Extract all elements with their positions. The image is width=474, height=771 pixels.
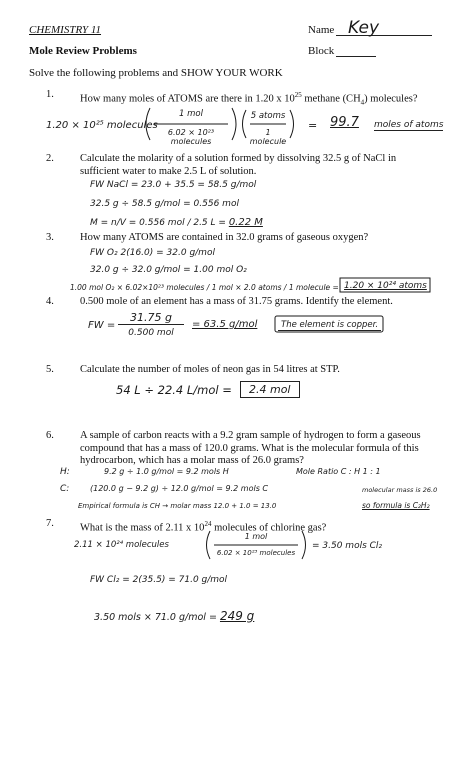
q1-answer: 99.7 [330,115,359,130]
q3-line1: FW O₂ 2(16.0) = 32.0 g/mol [90,248,215,258]
q4-fw: FW = [88,320,116,331]
q4-numerator: 31.75 g [118,311,184,325]
q4-text: 0.500 mole of an element has a mass of 31.75 grams. Identify the element. [80,296,393,307]
name-label: Name [308,24,335,36]
q5-answer: 2.4 mol [240,381,300,398]
q7-fw: FW Cl₂ = 2(35.5) = 71.0 g/mol [90,575,228,585]
q1-bracket-1-left [146,108,150,140]
block-label: Block [308,45,335,57]
instructions: Solve the following problems and SHOW YOUR WORK [29,67,283,79]
q7-result: = 3.50 mols Cl₂ [312,541,383,551]
q6-text: A sample of carbon reacts with a 9.2 gram sample of hydrogen to form a gaseous compound that has a mass of 120.0 grams. What is the molecular formula of this hydrocarbon, which has a molar mass of 26.0 grams? [80,430,421,466]
q7-bracket-left [207,531,211,559]
q4-element: The element is copper. [278,320,381,331]
q2-number: 2. [46,153,54,164]
q7-frac-num: 1 mol [244,532,268,541]
q6-c-line: (120.0 g − 9.2 g) ÷ 12.0 g/mol = 9.2 mols C [90,484,268,493]
q3-answer-box [340,278,430,292]
q3-answer: 1.20 × 10²⁴ atoms [344,281,427,291]
q1-equals: = [308,119,318,132]
q2-line2: 32.5 g ÷ 58.5 g/mol = 0.556 mol [90,199,239,209]
q3-line3: 1.00 mol O₂ × 6.02×10²³ molecules / 1 mol × 2.0 atoms / 1 molecule = [70,283,339,292]
q4-denominator: 0.500 mol [128,328,174,338]
q6-h-label: H: [60,467,70,477]
q6-ratio: Mole Ratio C : H 1 : 1 [296,467,381,476]
q1-frac2-den: 1 molecule [249,128,287,146]
q4-element-box [275,316,383,332]
q5-calc: 54 L ÷ 22.4 L/mol = [116,383,232,397]
q2-line1: FW NaCl = 23.0 + 35.5 = 58.5 g/mol [90,180,257,190]
q2-answer: 0.22 M [228,217,263,228]
q1-number: 1. [46,89,54,100]
q4-number: 4. [46,296,54,307]
name-value: Key [348,18,380,38]
q7-answer: 249 g [219,609,255,623]
q6-c-label: C: [60,484,70,494]
q1-bracket-2-left [243,110,247,138]
q7-bracket-right [302,531,306,559]
q7-given: 2.11 × 10²⁴ molecules [74,540,169,550]
q6-number: 6. [46,430,54,441]
worksheet-title: Mole Review Problems [29,45,137,57]
q1-text: How many moles of ATOMS are there in 1.20 x $10^{25}$ methane $(CH_4)$ molecules? [80,91,418,107]
q3-line2: 32.0 g ÷ 32.0 g/mol = 1.00 mol O₂ [90,265,247,275]
q7-frac-den: 6.02 × 10²³ molecules [216,549,296,557]
q6-empirical: Empirical formula is CH → molar mass 12.0 + 1.0 = 13.0 [78,502,277,510]
q7-number: 7. [46,518,54,529]
q1-bracket-2-right [290,110,294,138]
q1-frac2-num: 5 atoms [250,111,286,121]
q7-text: What is the mass of 2.11 x $10^{24}$ molecules of chlorine gas? [80,520,327,534]
q1-frac1-den: 6.02 × 10²³ molecules [167,128,215,146]
q5-text: Calculate the number of moles of neon gas in 54 litres at STP. [80,364,340,375]
q4-answer: = 63.5 g/mol [192,319,258,330]
q2-text: Calculate the molarity of a solution formed by dissolving 32.5 g of NaCl in sufficient water to make 2.5 L of solution. [80,153,397,177]
q7-final: 3.50 mols × 71.0 g/mol = 249 g [94,609,255,623]
q1-answer-unit: moles of atoms [374,120,444,130]
q1-given: 1.20 × 10²⁵ molecules [46,120,158,131]
q1-frac1-num: 1 mol [179,109,203,119]
q6-formula: so formula is C₂H₂ [362,501,430,510]
q3-text: How many ATOMS are contained in 32.0 grams of gaseous oxygen? [80,232,369,243]
q1-bracket-1-right [232,108,236,140]
q3-number: 3. [46,232,54,243]
course-title: CHEMISTRY 11 [29,24,102,36]
q2-line3: M = n/V = 0.556 mol / 2.5 L = 0.22 M [90,217,263,228]
q5-number: 5. [46,364,54,375]
q6-molecular-mass: molecular mass is 26.0 [362,486,438,494]
q6-h-line: 9.2 g ÷ 1.0 g/mol = 9.2 mols H [104,467,229,476]
